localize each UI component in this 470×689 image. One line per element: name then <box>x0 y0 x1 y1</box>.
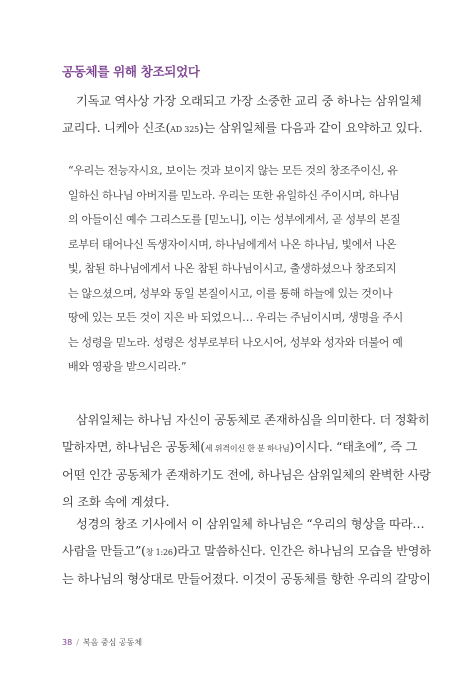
page-footer <box>62 637 142 648</box>
text-segment: 말하자면, 하나님은 공동체( <box>62 439 205 454</box>
paragraph-line: 는 하나님의 형상대로 만들어졌다. 이것이 공동체를 향한 우리의 갈망이 <box>62 572 431 586</box>
nicene-creed-quote <box>68 159 404 380</box>
quote-line: 배와 영광을 받으시리라.” <box>68 360 187 373</box>
text-segment: )이시다. “태초에”, 즉 그 <box>289 439 418 454</box>
quote-line: 는 성령을 믿노라. 성령은 성부로부터 나오시어, 성부와 성자와 더불어 예 <box>68 335 403 349</box>
intro-paragraph <box>62 88 423 143</box>
footer-separator: / <box>76 638 79 647</box>
page-number: 38 <box>62 638 73 647</box>
paragraph-line: 삼위일체는 하나님 자신이 공동체로 존재하심을 의미한다. 더 정확히 <box>76 413 430 427</box>
paragraph-line <box>62 538 431 567</box>
paragraph-line: 기독교 역사상 가장 오래되고 가장 소중한 교리 중 하나는 삼위일체 <box>76 94 422 108</box>
quote-line: 땅에 있는 모든 것이 지은 바 되었으니… 우리는 주님이시며, 생명을 주시 <box>68 311 403 324</box>
inline-note: 세 위격이신 한 분 하나님 <box>204 443 290 453</box>
text-segment: )는 삼위일체를 다음과 같이 요약하고 있다. <box>198 120 423 135</box>
quote-line: “우리는 전능자시요, 보이는 것과 보이지 않는 모든 것의 창조주이신, 유 <box>68 164 398 177</box>
quote-line: 일하신 하나님 아버지를 믿노라. 우리는 또한 유일하신 주이시며, 하나님 <box>68 188 400 202</box>
book-title: 복음 중심 공동체 <box>82 638 143 647</box>
text-segment: 사람을 만들고”( <box>62 543 146 558</box>
quote-line: 로부터 태어나신 독생자이시며, 하나님에게서 나온 하나님, 빛에서 나온 <box>68 237 397 251</box>
quote-line: 빛, 참된 하나님에게서 나온 참된 하나님이시고, 출생하셨으나 창조되지 <box>68 262 397 275</box>
scripture-reference: 창 1:26 <box>145 547 173 557</box>
citation-year: AD 325 <box>170 124 199 134</box>
paragraph-line: 성경의 창조 기사에서 이 삼위일체 하나님은 “우리의 형상을 따라… <box>76 517 425 531</box>
creation-paragraph <box>62 511 431 593</box>
quote-line: 는 않으셨으며, 성부와 동일 본질이시고, 이를 통해 하늘에 있는 것이나 <box>68 286 393 300</box>
text-segment: 교리다. 니케아 신조( <box>62 120 171 135</box>
paragraph-line: 의 조화 속에 계셨다. <box>62 494 170 509</box>
paragraph-line <box>62 434 418 463</box>
paragraph-line <box>62 115 423 144</box>
text-segment: )라고 말씀하신다. 인간은 하나님의 모습을 반영하 <box>172 543 431 558</box>
trinity-paragraph <box>62 407 431 515</box>
paragraph-line: 어떤 인간 공동체가 존재하기도 전에, 하나님은 삼위일체의 완벽한 사랑 <box>62 468 431 482</box>
section-heading: 공동체를 위해 창조되었다 <box>62 64 200 79</box>
quote-line: 의 아들이신 예수 그리스도를 [믿노니], 이는 성부에게서, 곧 성부의 본질 <box>68 213 401 226</box>
